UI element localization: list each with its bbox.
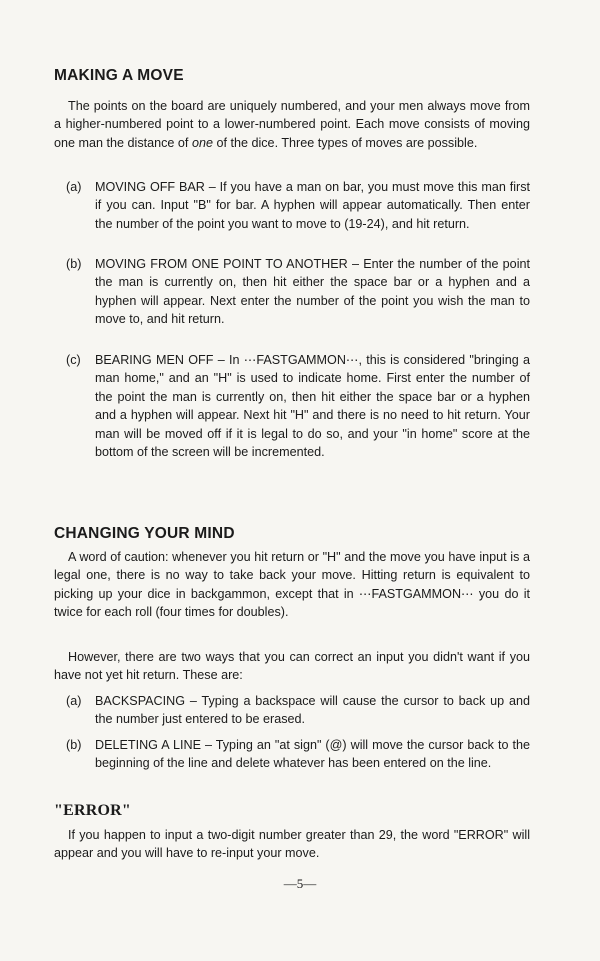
intro-text-b: of the dice. Three types of moves are possible. (212, 135, 478, 150)
page-number: —5— (283, 876, 317, 891)
intro-text-a: The points on the board are uniquely numbered, and your men always move from a higher-numbered point to a lower-numbered point. Each move consists of moving one man the distance of (54, 99, 530, 150)
list-item-moving-point-to-point (66, 255, 530, 329)
list-marker: (b) (66, 738, 82, 752)
correction-intro-paragraph: However, there are two ways that you can correct an input you didn't want if you have not yet hit return. These are: (54, 650, 530, 683)
list-item-text: DELETING A LINE – Typing an "at sign" (@) will move the cursor back to the beginning of the line and delete whatever has been entered on the line. (95, 738, 530, 771)
intro-emphasis: one (191, 135, 213, 150)
section-heading-error: "ERROR" (54, 802, 131, 819)
list-item-bearing-men-off (66, 351, 530, 461)
list-item-moving-off-bar (66, 178, 530, 233)
section-heading-changing-your-mind: CHANGING YOUR MIND (54, 525, 235, 542)
list-item-text: BACKSPACING – Typing a backspace will cause the cursor to back up and the number just entered to be erased. (95, 694, 530, 727)
list-item-text: BEARING MEN OFF – In ⋯FASTGAMMON⋯, this is considered "bringing a man home," and an "H" is used to indicate home. First enter the number of the point the man is currently on, then hit either the space bar or a hyphen and a hyphen will appear. Next hit "H" and there is no need to hit return. Your man will be moved off if it is legal to do so, and your "in home" score at the bottom of the screen will be incremented. (95, 353, 530, 460)
list-marker: (c) (66, 353, 81, 367)
list-item-text: MOVING FROM ONE POINT TO ANOTHER – Enter the number of the point the man is currently on, then hit either the space bar or a hyphen and a hyphen will appear. Next enter the number of the point you wish the man to move to, and hit return. (95, 257, 530, 327)
error-paragraph: If you happen to input a two-digit number greater than 29, the word "ERROR" will appear and you will have to re-input your move. (54, 828, 530, 861)
list-marker: (b) (66, 257, 82, 271)
list-item-backspacing (66, 692, 530, 729)
list-marker: (a) (66, 180, 82, 194)
list-item-text: MOVING OFF BAR – If you have a man on bar, you must move this man first if you can. Input "B" for bar. A hyphen will appear automatically. Then enter the number of the point you want to move to (19-24), and hit return. (95, 180, 530, 231)
section-heading-making-a-move: MAKING A MOVE (54, 67, 184, 84)
intro-paragraph (54, 97, 530, 152)
list-item-deleting-a-line (66, 736, 530, 773)
list-marker: (a) (66, 694, 82, 708)
caution-paragraph: A word of caution: whenever you hit return or "H" and the move you have input is a legal one, there is no way to take back your move. Hitting return is equivalent to picking up your dice in backgammon, except that in ⋯FASTGAMMON⋯ you do it twice for each roll (four times for doubles). (54, 550, 530, 620)
